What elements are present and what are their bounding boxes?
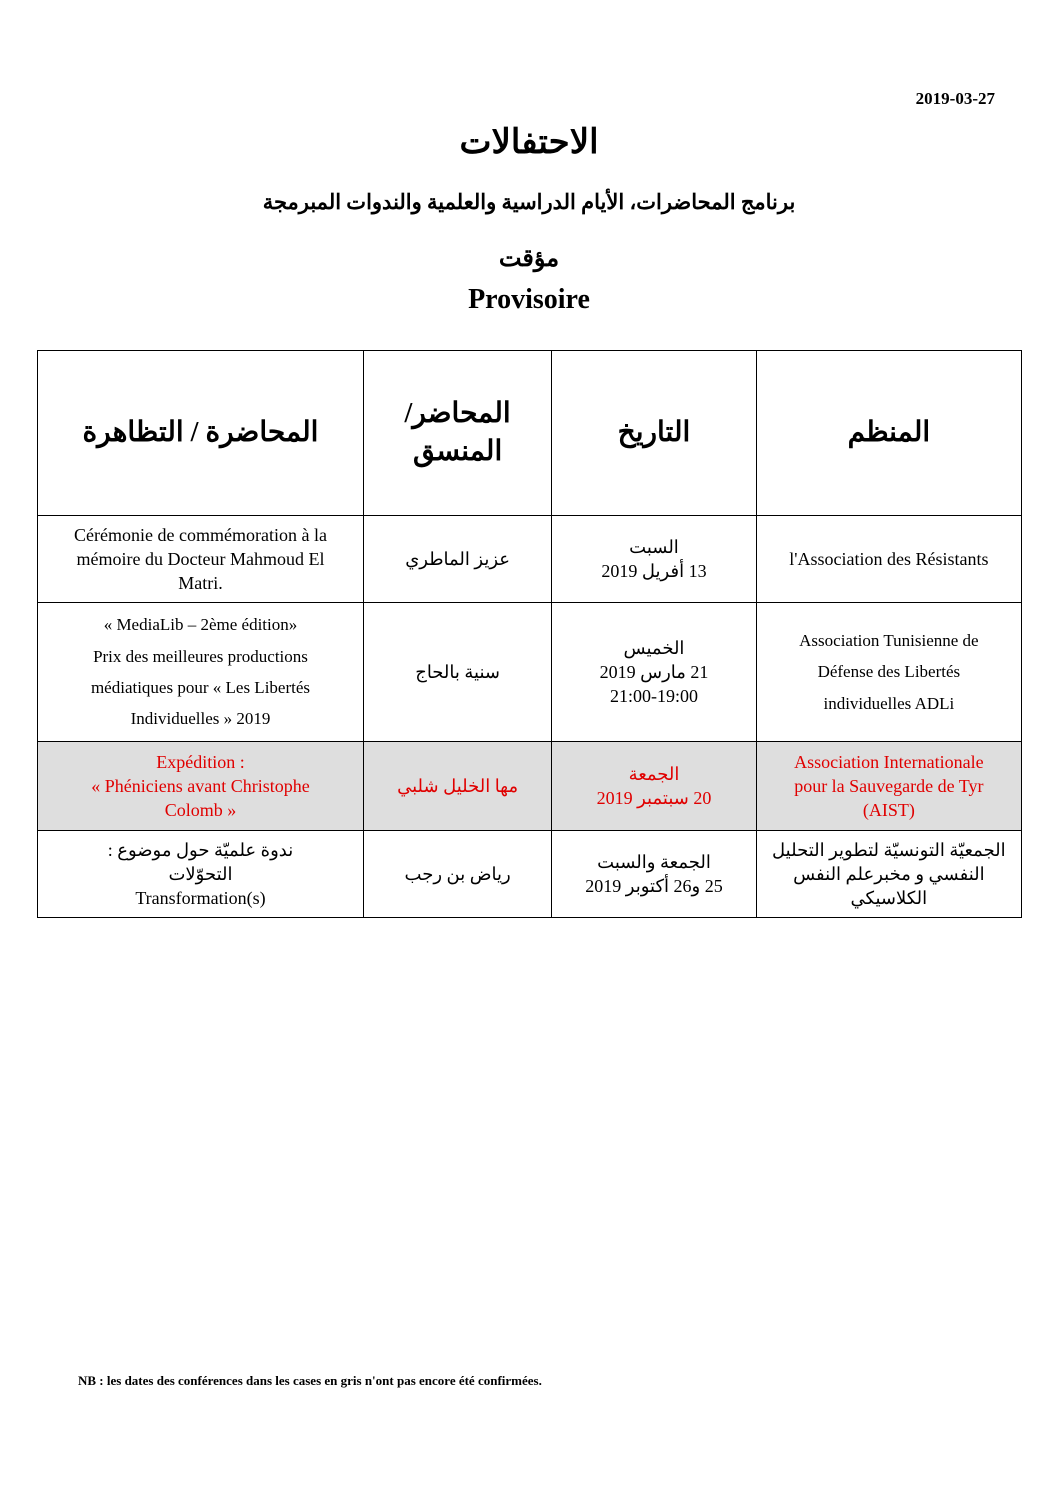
document-date: 2019-03-27 [915,89,995,108]
table-row-pending [38,742,1022,831]
date-cell [552,603,756,742]
organizer-cell [756,603,1021,742]
date-cell [552,516,756,603]
organizer-line: Association Internationale [794,751,984,772]
program-table [37,350,1022,918]
speaker-cell: عزيز الماطري [363,516,551,603]
theme-line: التحوّلات [168,863,233,884]
table-row [38,831,1022,918]
theme-line: Colomb » [164,800,237,821]
header-organizer: المنظم [756,351,1021,516]
organizer-line: النفسي و مخبرعلم النفس الكلاسيكي [793,863,985,909]
date-line: السبت [629,536,679,557]
footnote: NB : les dates des conférences dans les cases en gris n'ont pas encore été confirmées. [78,1373,542,1388]
theme-line: Expédition : [156,751,245,772]
theme-line: mémoire du Docteur Mahmoud El [76,548,325,569]
organizer-line: الجمعيّة التونسيّة لتطوير التحليل [772,839,1006,860]
theme-line: Prix des meilleures productions [93,646,308,666]
theme-line: Matri. [178,573,223,594]
theme-line: Transformation(s) [135,888,266,909]
theme-line: Cérémonie de commémoration à la [74,524,327,545]
organizer-line: individuelles ADLi [823,693,955,713]
date-line: الجمعة والسبت [597,851,711,872]
organizer-cell [756,516,1021,603]
organizer-line: (AIST) [862,800,915,821]
theme-line: « MediaLib – 2ème édition» [103,615,298,635]
date-line: 13 أفريل 2019 [601,561,707,581]
theme-line: « Phéniciens avant Christophe [91,775,310,796]
date-cell [552,742,756,831]
table-row [38,516,1022,603]
date-line: 21 مارس 2019 [599,661,709,682]
organizer-line: pour la Sauvegarde de Tyr [794,775,984,796]
speaker-cell: رياض بن رجب [363,831,551,918]
header-date: التاريخ [552,351,756,516]
page-title: الاحتفالات [459,124,599,161]
theme-line: médiatiques pour « Les Libertés [90,678,311,697]
theme-cell [38,831,364,918]
page-subtitle: برنامج المحاضرات، الأيام الدراسية والعلمية والندوات المبرمجة [262,190,796,214]
header-speaker: المحاضر/ المنسق [363,351,551,516]
theme-line: ندوة علميّة حول موضوع : [107,839,294,860]
table-row [38,603,1022,742]
organizer-line: Association Tunisienne de [799,630,979,650]
organizer-cell [756,742,1021,831]
speaker-cell: سنية بالحاج [363,603,551,742]
speaker-cell: مها الخليل شلبي [363,742,551,831]
theme-line: Individuelles » 2019 [130,709,271,729]
table-header-row [38,351,1022,516]
date-line: 25 و26 أكتوبر 2019 [585,876,723,896]
organizer-cell [756,831,1021,918]
header-theme: المحاضرة / التظاهرة [38,351,364,516]
date-line: الخميس [623,637,685,658]
theme-cell [38,603,364,742]
date-cell [552,831,756,918]
provisoire-label: Provisoire [468,284,590,315]
date-line: الجمعة [628,763,680,784]
theme-cell [38,742,364,831]
temporary-label: مؤقت [498,246,560,272]
organizer-line: Défense des Libertés [817,662,961,682]
date-line: 21:00-19:00 [609,686,698,707]
date-line: 20 سبتمبر 2019 [596,788,712,808]
theme-cell [38,516,364,603]
organizer-line: l'Association des Résistants [789,548,989,569]
